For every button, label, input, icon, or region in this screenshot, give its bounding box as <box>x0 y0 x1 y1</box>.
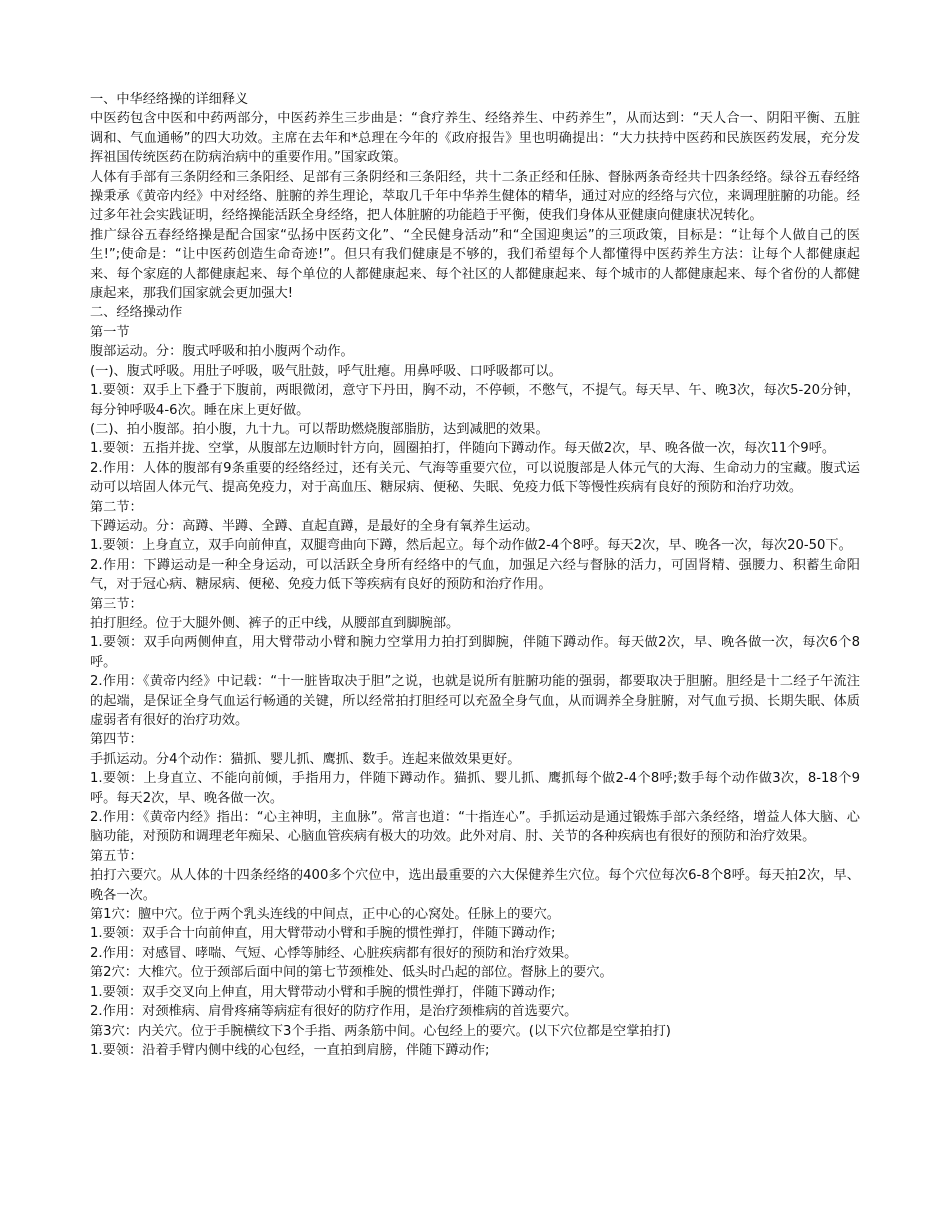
paragraph: 1.要领：五指并拢、空掌，从腹部左边顺时针方向，圆圈拍打，伴随向下蹲动作。每天做2次，早、晚各做一次，每次11个9呼。 <box>90 441 836 457</box>
paragraph: 下蹲运动。分：高蹲、半蹲、全蹲、直起直蹲，是最好的全身有氧养生运动。 <box>90 518 539 534</box>
document-body <box>90 90 860 1060</box>
paragraph: 手抓运动。分4个动作：猫抓、婴儿抓、鹰抓、数手。连起来做效果更好。 <box>90 751 521 767</box>
paragraph: 1.要领：上身直立，双手向前伸直，双腿弯曲向下蹲，然后起立。每个动作做2-4个8呼。每天2次，早、晚各一次，每次20-50下。 <box>90 538 852 554</box>
paragraph: 人体有手部有三条阴经和三条阳经、足部有三条阴经和三条阳经，共十二条正经和任脉、督脉两条奇经共十四条经络。绿谷五春经络操秉承《黄帝内经》中对经络、脏腑的养生理论，萃取几千年中华养生健体的精华，通过对应的经络与穴位，来调理脏腑的功能。经过多年社会实践证明，经络操能活跃全身经络，把人体脏腑的功能趋于平衡，使我们身体从亚健康向健康状况转化。 <box>90 169 860 224</box>
paragraph: 1.要领：双手交叉向上伸直，用大臂带动小臂和手腕的惯性弹打，伴随下蹲动作; <box>90 984 556 1000</box>
subsection-heading: 第一节 <box>90 324 130 340</box>
paragraph: 1.要领：沿着手臂内侧中线的心包经，一直拍到肩膀，伴随下蹲动作; <box>90 1042 490 1058</box>
paragraph: 中医药包含中医和中药两部分，中医药养生三步曲是：“食疗养生、经络养生、中药养生”，从而达到：“天人合一、阴阳平衡、五脏调和、气血通畅”的四大功效。主席在去年和*总理在今年的《政府报告》里也明确提出：“大力扶持中医药和民族医药发展，充分发挥祖国传统医药在防病治病中的重要作用。”国家政策。 <box>90 111 860 166</box>
paragraph: 1.要领：双手合十向前伸直，用大臂带动小臂和手腕的惯性弹打，伴随下蹲动作; <box>90 926 556 942</box>
paragraph: 拍打六要穴。从人体的十四条经络的400多个穴位中，选出最重要的六大保健养生穴位。每个穴位每次6-8个8呼。每天拍2次，早、晚各一次。 <box>90 868 860 903</box>
paragraph: (一)、腹式呼吸。用肚子呼吸，吸气肚鼓，呼气肚瘪。用鼻呼吸、口呼吸都可以。 <box>90 363 562 379</box>
subsection-heading: 第四节： <box>90 732 143 748</box>
paragraph: 2.作用：对颈椎病、肩骨疼痛等病症有很好的防疗作用，是治疗颈椎病的首选要穴。 <box>90 1004 578 1020</box>
paragraph: 第2穴：大椎穴。位于颈部后面中间的第七节颈椎处、低头时凸起的部位。督脉上的要穴。 <box>90 965 613 981</box>
paragraph: 1.要领：上身直立、不能向前倾，手指用力，伴随下蹲动作。猫抓、婴儿抓、鹰抓每个做2-4个8呼;数手每个动作做3次，8-18个9呼。每天2次，早、晚各做一次。 <box>90 771 860 806</box>
paragraph: 腹部运动。分：腹式呼吸和拍小腹两个动作。 <box>90 344 354 360</box>
paragraph: 2.作用：下蹲运动是一种全身运动，可以活跃全身所有经络中的气血，加强足六经与督脉的活力，可固肾精、强腰力、积蓄生命阳气，对于冠心病、糖尿病、便秘、免疫力低下等疾病有良好的预防和治疗作用。 <box>90 557 860 593</box>
section-heading: 二、经络操动作 <box>90 305 183 321</box>
paragraph: 推广绿谷五春经络操是配合国家“弘扬中医药文化”、“全民健身活动”和“全国迎奥运”的三项政策，目标是：“让每个人做自己的医生!”;使命是：“让中医药创造生命奇迹!”。但只有我们健康是不够的，我们希望每个人都懂得中医药养生方法：让每个人都健康起来、每个家庭的人都健康起来、每个单位的人都健康起来、每个社区的人都健康起来、每个城市的人都健康起来、每个省份的人都健康起来，那我们国家就会更加强大! <box>90 227 860 302</box>
paragraph: 第1穴：膻中穴。位于两个乳头连线的中间点，正中心的心窝处。任脉上的要穴。 <box>90 907 560 923</box>
paragraph: (二)、拍小腹部。拍小腹，九十九。可以帮助燃烧腹部脂肪，达到减肥的效果。 <box>90 421 549 437</box>
subsection-heading: 第五节： <box>90 848 143 864</box>
subsection-heading: 第三节： <box>90 596 143 612</box>
subsection-heading: 第二节： <box>90 499 143 515</box>
paragraph: 1.要领：双手向两侧伸直，用大臂带动小臂和腕力空掌用力拍打到脚腕，伴随下蹲动作。每天做2次，早、晚各做一次，每次6个8呼。 <box>90 635 860 670</box>
paragraph: 2.作用：人体的腹部有9条重要的经络经过，还有关元、气海等重要穴位，可以说腹部是人体元气的大海、生命动力的宝藏。腹式运动可以培固人体元气、提高免疫力，对于高血压、糖尿病、便秘、失眠、免疫力低下等慢性疾病有良好的预防和治疗功效。 <box>90 460 860 496</box>
paragraph: 2.作用：《黄帝内经》指出：“心主神明，主血脉”。常言也道：“十指连心”。手抓运动是通过锻炼手部六条经络，增益人体大脑、心脑功能，对预防和调理老年痴呆、心脑血管疾病有极大的功效。此外对肩、肘、关节的各种疾病也有很好的预防和治疗效果。 <box>90 810 860 845</box>
paragraph: 第3穴：内关穴。位于手腕横纹下3个手指、两条筋中间。心包经上的要穴。(以下穴位都是空掌拍打) <box>90 1023 671 1039</box>
section-heading: 一、中华经络操的详细释义 <box>90 92 249 107</box>
paragraph: 2.作用：《黄帝内经》中记载：“十一脏皆取决于胆”之说，也就是说所有脏腑功能的强弱，都要取决于胆腑。胆经是十二经子午流注的起端，是保证全身气血运行畅通的关键，所以经常拍打胆经可以充盈全身气血，从而调养全身脏腑，对气血亏损、长期失眠、体质虚弱者有很好的治疗功效。 <box>90 674 860 728</box>
paragraph: 拍打胆经。位于大腿外侧、裤子的正中线，从腰部直到脚腕部。 <box>90 615 460 631</box>
paragraph: 2.作用：对感冒、哮喘、气短、心悸等肺经、心脏疾病都有很好的预防和治疗效果。 <box>90 945 578 961</box>
paragraph: 1.要领：双手上下叠于下腹前，两眼微闭，意守下丹田，胸不动，不停顿，不憋气，不提气。每天早、午、晚3次，每次5-20分钟，每分钟呼吸4-6次。睡在床上更好做。 <box>90 383 860 418</box>
